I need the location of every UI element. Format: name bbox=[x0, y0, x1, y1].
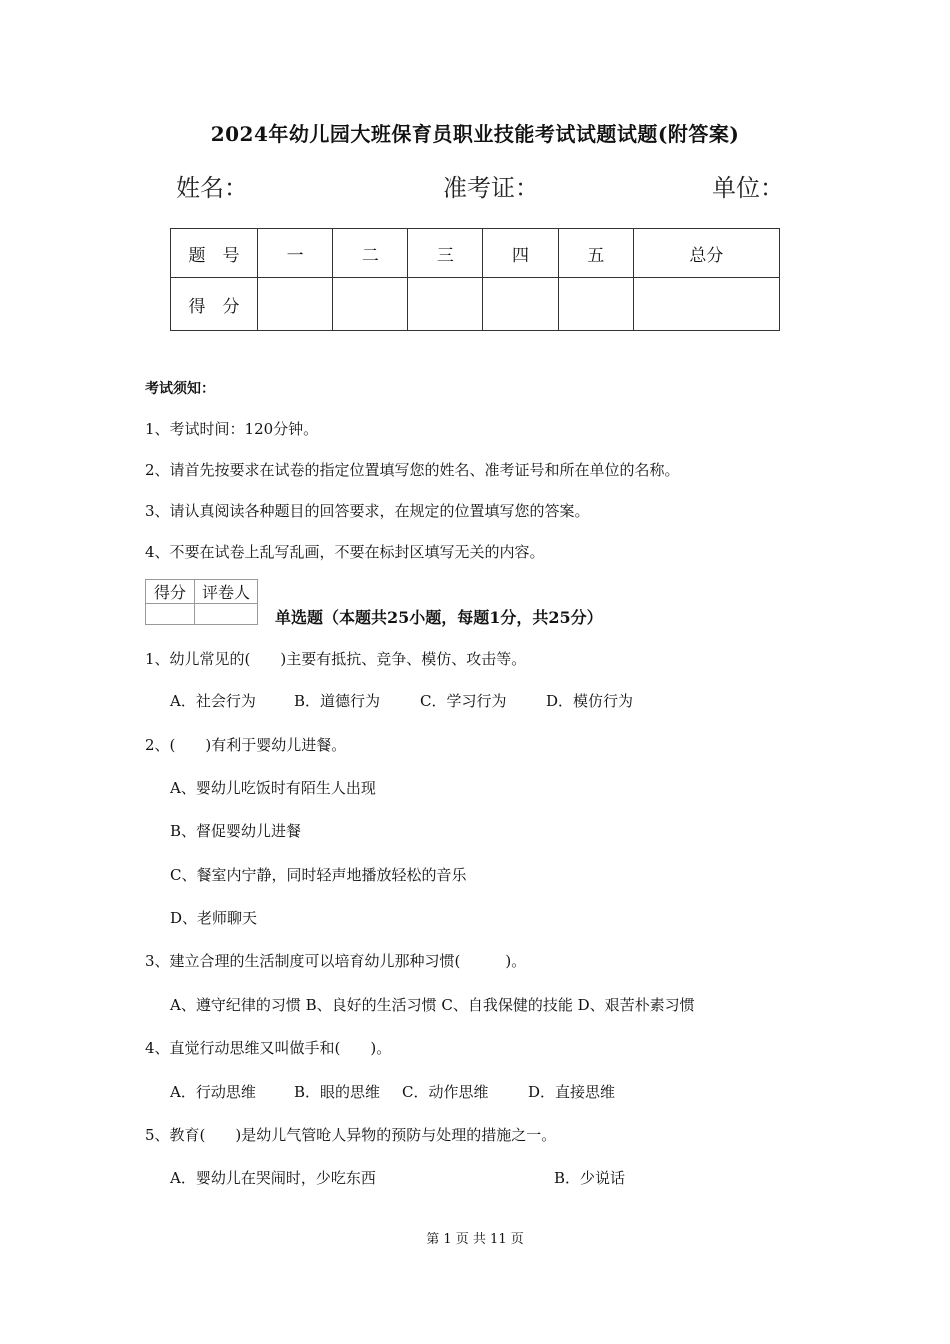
option[interactable]: A．社会行为 bbox=[170, 692, 256, 710]
option[interactable]: B．少说话 bbox=[554, 1169, 626, 1187]
score-cell[interactable] bbox=[408, 278, 483, 331]
option[interactable]: A、婴幼儿吃饭时有陌生人出现 bbox=[170, 779, 376, 797]
score-cell[interactable] bbox=[258, 278, 333, 331]
exam-id-field-label: 准考证： bbox=[443, 174, 539, 202]
score-table-header-cell: 总分 bbox=[633, 229, 779, 278]
section-title: 单选题（本题共25小题，每题1分，共25分） bbox=[275, 608, 603, 627]
score-table-header-cell: 二 bbox=[333, 229, 408, 278]
option[interactable]: A、遵守纪律的习惯 B、良好的生活习惯 C、自我保健的技能 D、艰苦朴素习惯 bbox=[170, 996, 695, 1014]
option[interactable]: B．道德行为 bbox=[294, 692, 381, 710]
option[interactable]: A．婴幼儿在哭闹时，少吃东西 bbox=[170, 1169, 376, 1187]
score-table-header-cell: 三 bbox=[408, 229, 483, 278]
grader-reviewer-label: 评卷人 bbox=[195, 580, 258, 604]
notice-item: 2、请首先按要求在试卷的指定位置填写您的姓名、准考证号和所在单位的名称。 bbox=[145, 461, 680, 479]
notice-item: 4、不要在试卷上乱写乱画，不要在标封区填写无关的内容。 bbox=[145, 543, 545, 561]
option[interactable]: B、督促婴幼儿进餐 bbox=[170, 822, 302, 840]
question-stem: 2、( )有利于婴幼儿进餐。 bbox=[145, 736, 347, 754]
score-table-header-cell: 五 bbox=[558, 229, 633, 278]
question-stem: 5、教育( )是幼儿气管呛人异物的预防与处理的措施之一。 bbox=[145, 1126, 557, 1144]
notice-item: 3、请认真阅读各种题目的回答要求，在规定的位置填写您的答案。 bbox=[145, 502, 590, 520]
option[interactable]: C．学习行为 bbox=[420, 692, 507, 710]
question-stem: 4、直觉行动思维又叫做手和( )。 bbox=[145, 1039, 392, 1057]
score-cell[interactable] bbox=[558, 278, 633, 331]
score-cell[interactable] bbox=[483, 278, 558, 331]
question-stem: 3、建立合理的生活制度可以培育幼儿那种习惯( )。 bbox=[145, 952, 527, 970]
score-table-header-cell: 一 bbox=[258, 229, 333, 278]
score-row-label: 得 分 bbox=[171, 278, 258, 331]
document-title: 2024年幼儿园大班保育员职业技能考试试题试题(附答案) bbox=[210, 122, 740, 146]
score-table bbox=[170, 228, 780, 331]
grader-box bbox=[145, 579, 258, 625]
option[interactable]: D、老师聊天 bbox=[170, 909, 258, 927]
grader-score-cell[interactable] bbox=[146, 604, 195, 625]
option[interactable]: D．直接思维 bbox=[528, 1083, 616, 1101]
option[interactable]: B．眼的思维 bbox=[294, 1083, 381, 1101]
score-table-header-cell: 四 bbox=[483, 229, 558, 278]
question-stem: 1、幼儿常见的( )主要有抵抗、竞争、模仿、攻击等。 bbox=[145, 650, 527, 668]
option[interactable]: C、餐室内宁静，同时轻声地播放轻松的音乐 bbox=[170, 866, 467, 884]
option[interactable]: A．行动思维 bbox=[170, 1083, 256, 1101]
unit-field-label: 单位： bbox=[712, 174, 784, 202]
score-cell[interactable] bbox=[333, 278, 408, 331]
option[interactable]: D．模仿行为 bbox=[546, 692, 634, 710]
notice-title: 考试须知： bbox=[145, 381, 215, 397]
score-cell[interactable] bbox=[633, 278, 779, 331]
score-table-score-row bbox=[171, 278, 780, 331]
score-table-header-row bbox=[171, 229, 780, 278]
option[interactable]: C．动作思维 bbox=[402, 1083, 489, 1101]
grader-score-label: 得分 bbox=[146, 580, 195, 604]
notice-item: 1、考试时间：120分钟。 bbox=[145, 420, 319, 438]
page-footer: 第 1 页 共 11 页 bbox=[426, 1232, 524, 1247]
name-field-label: 姓名： bbox=[176, 174, 248, 202]
score-table-header-cell: 题 号 bbox=[171, 229, 258, 278]
grader-reviewer-cell[interactable] bbox=[195, 604, 258, 625]
